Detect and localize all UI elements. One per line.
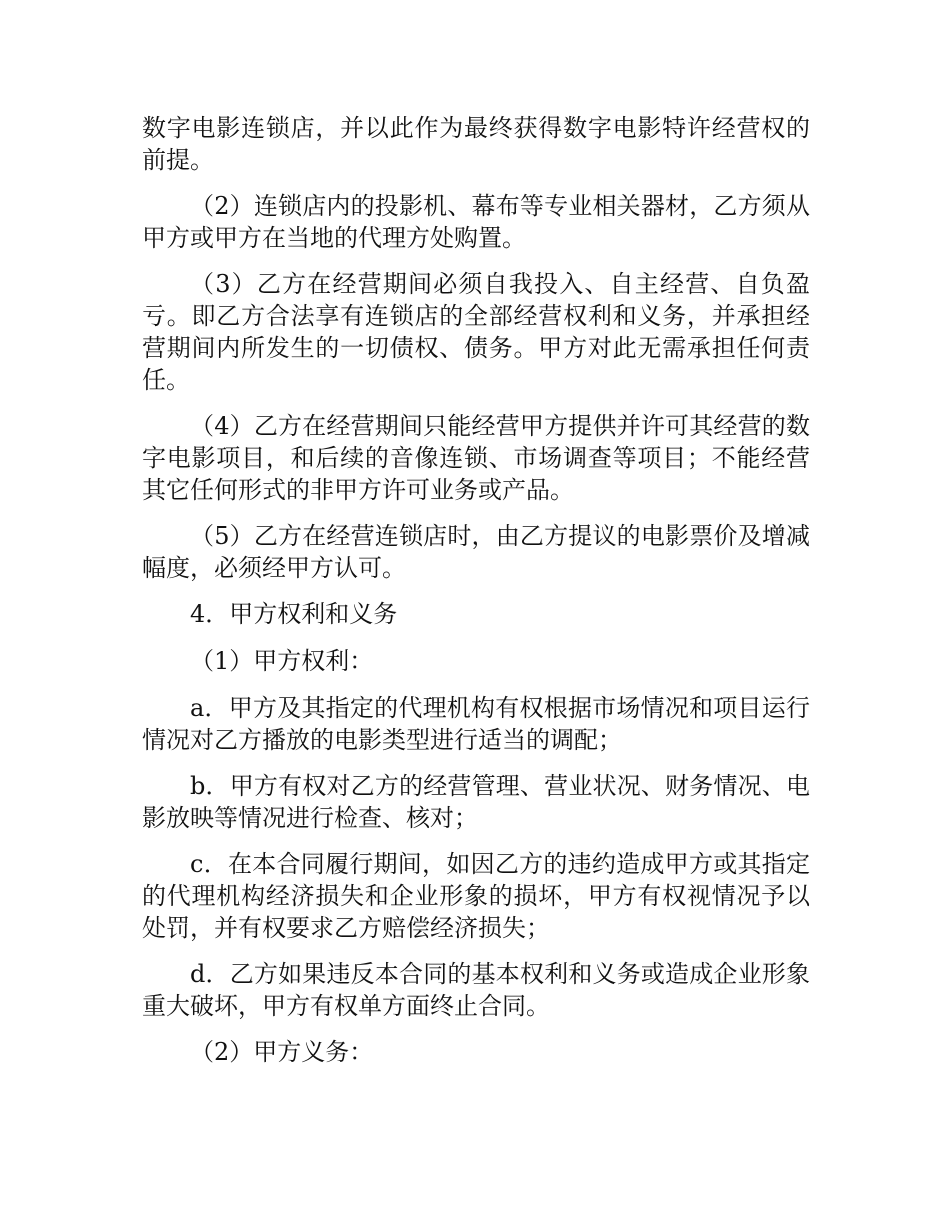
paragraph-right-d: d．乙方如果违反本合同的基本权利和义务或造成企业形象重大破坏，甲方有权单方面终止合同。 [142, 960, 810, 1020]
paragraph-item-4: （4）乙方在经营期间只能经营甲方提供并许可其经营的数字电影项目，和后续的音像连锁、市场调查等项目；不能经营其它任何形式的非甲方许可业务或产品。 [142, 412, 810, 504]
paragraph-right-b: b．甲方有权对乙方的经营管理、营业状况、财务情况、电影放映等情况进行检查、核对； [142, 772, 810, 832]
subsection-heading-party-a-rights: （1）甲方权利： [190, 647, 374, 675]
paragraph-right-a: a．甲方及其指定的代理机构有权根据市场情况和项目运行情况对乙方播放的电影类型进行适当的调配； [142, 694, 810, 754]
section-heading-4: 4．甲方权利和义务 [190, 600, 398, 628]
paragraph-item-2: （2）连锁店内的投影机、幕布等专业相关器材，乙方须从甲方或甲方在当地的代理方处购置。 [142, 192, 810, 252]
paragraph-right-c: c．在本合同履行期间，如因乙方的违约造成甲方或其指定的代理机构经济损失和企业形象的损坏，甲方有权视情况予以处罚，并有权要求乙方赔偿经济损失； [142, 850, 810, 942]
paragraph-item-5: （5）乙方在经营连锁店时，由乙方提议的电影票价及增减幅度，必须经甲方认可。 [142, 522, 810, 582]
document-page [142, 112, 810, 1083]
subsection-heading-party-a-obligations: （2）甲方义务： [190, 1038, 374, 1066]
paragraph-continuation: 数字电影连锁店，并以此作为最终获得数字电影特许经营权的前提。 [142, 114, 810, 174]
paragraph-item-3: （3）乙方在经营期间必须自我投入、自主经营、自负盈亏。即乙方合法享有连锁店的全部经营权利和义务，并承担经营期间内所发生的一切债权、债务。甲方对此无需承担任何责任。 [142, 270, 810, 394]
